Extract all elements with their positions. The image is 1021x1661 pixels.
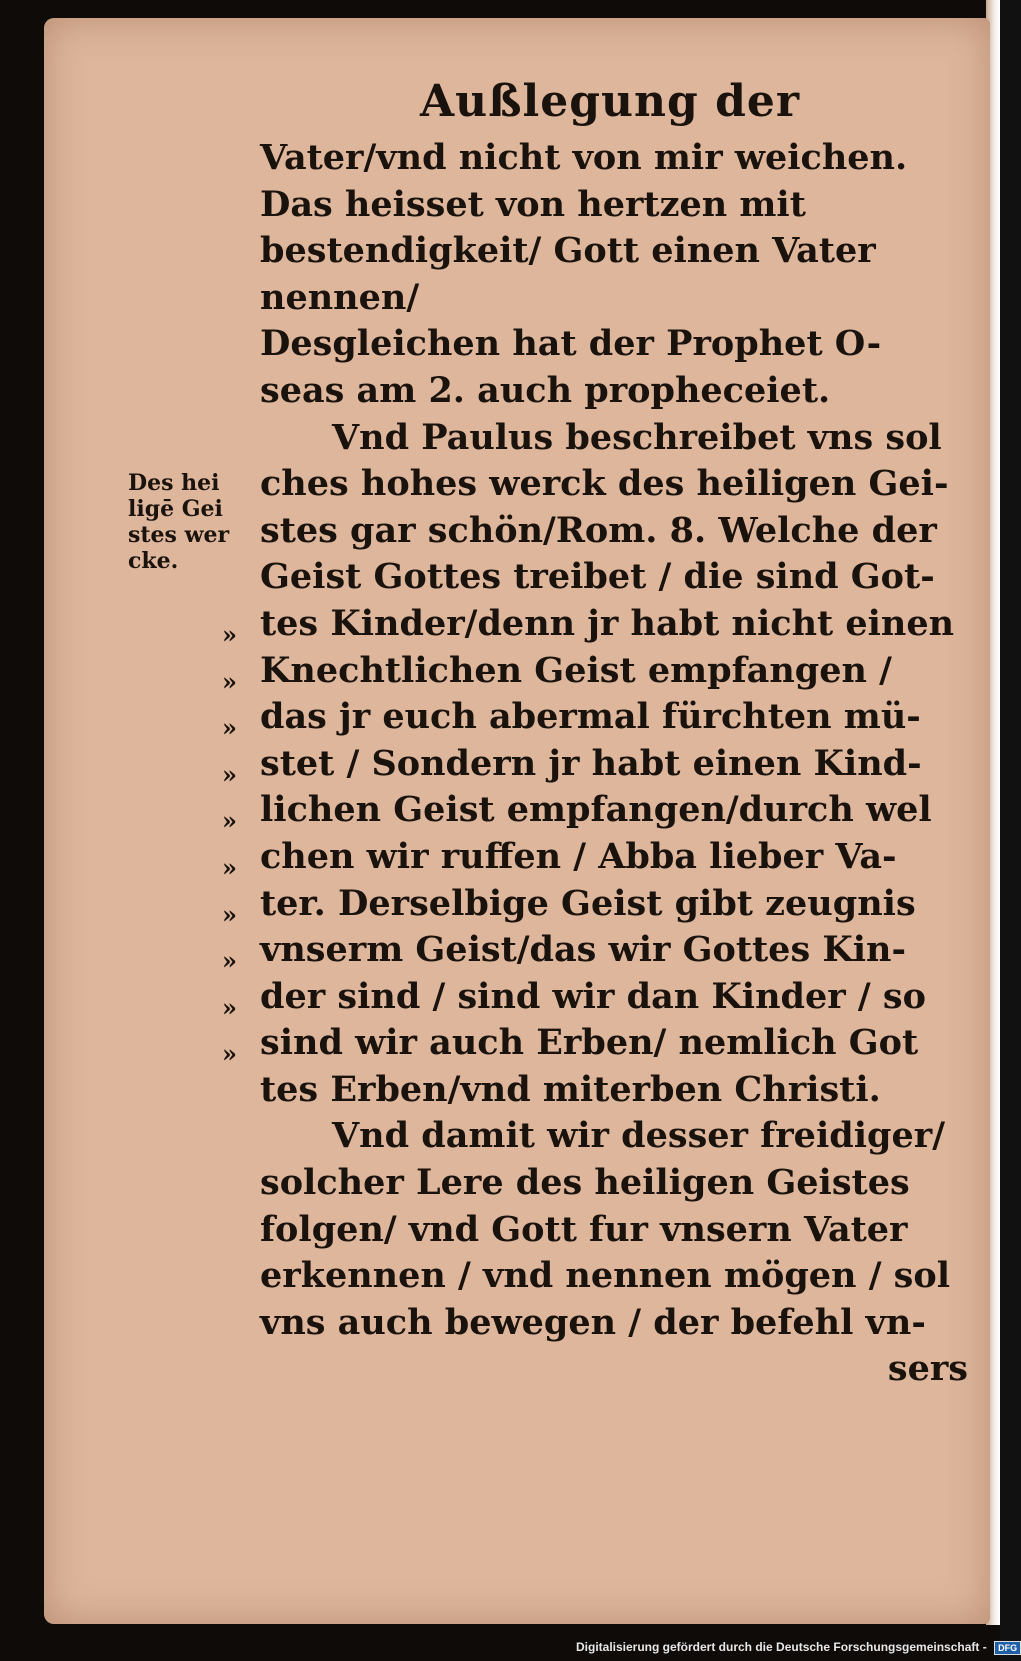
quote-mark: » bbox=[222, 806, 237, 836]
digitization-credit bbox=[576, 1640, 1021, 1655]
quote-mark: » bbox=[222, 852, 237, 882]
marginal-note-line: ligē Gei bbox=[128, 496, 223, 522]
text-line: stet / Sondern jr habt einen Kind- bbox=[260, 742, 922, 784]
dfg-logo: DFG bbox=[994, 1641, 1021, 1655]
text-line: stes gar schön/Rom. 8. Welche der bbox=[260, 509, 937, 551]
running-head: Außlegung der bbox=[420, 76, 801, 127]
text-line: sind wir auch Erben/ nemlich Got bbox=[260, 1022, 919, 1064]
text-line: seas am 2. auch propheceiet. bbox=[260, 369, 831, 411]
text-line: ches hohes werck des heiligen Gei- bbox=[260, 463, 949, 505]
text-line: das jr euch abermal fürchten mü- bbox=[260, 696, 921, 738]
text-line: Vnd damit wir desser freidiger/ bbox=[332, 1115, 945, 1157]
text-line: folgen/ vnd Gott fur vnsern Vater bbox=[260, 1208, 908, 1250]
quote-mark: » bbox=[222, 992, 237, 1022]
marginal-note bbox=[128, 470, 256, 574]
quote-mark: » bbox=[222, 946, 237, 976]
main-text-block bbox=[260, 135, 980, 1393]
marginal-note-line: cke. bbox=[128, 548, 179, 574]
text-line: tes Kinder/denn jr habt nicht einen bbox=[260, 602, 955, 644]
catchword: sers bbox=[887, 1348, 968, 1390]
text-line: Das heisset von hertzen mit bestendigkeit/ Gott einen Vater nennen/ bbox=[260, 183, 876, 318]
quote-mark: » bbox=[222, 713, 237, 743]
text-line: vnserm Geist/das wir Gottes Kin- bbox=[260, 929, 907, 971]
text-line: Vnd Paulus beschreibet vns sol bbox=[332, 416, 942, 458]
quote-mark: » bbox=[222, 620, 237, 649]
text-line: erkennen / vnd nennen mögen / sol bbox=[260, 1255, 951, 1297]
text-line: der sind / sind wir dan Kinder / so bbox=[260, 975, 926, 1017]
text-line: Desgleichen hat der Prophet O- bbox=[260, 323, 882, 365]
quote-mark: » bbox=[222, 666, 237, 696]
credit-text: Digitalisierung gefördert durch die Deutsche Forschungsgemeinschaft - bbox=[576, 1640, 987, 1654]
text-line: solcher Lere des heiligen Geistes bbox=[260, 1162, 910, 1204]
text-line: Vater/vnd nicht von mir weichen. bbox=[260, 137, 908, 178]
text-line: tes Erben/vnd miterben Christi. bbox=[260, 1068, 881, 1110]
quotation-marks-column bbox=[222, 612, 256, 1078]
quote-mark: » bbox=[222, 759, 237, 789]
text-line: Geist Gottes treibet / die sind Got- bbox=[260, 556, 935, 598]
marginal-note-line: Des hei bbox=[128, 470, 220, 496]
quote-mark: » bbox=[222, 1039, 237, 1069]
quote-mark: » bbox=[222, 899, 237, 929]
text-line: ter. Derselbige Geist gibt zeugnis bbox=[260, 882, 916, 924]
text-line: vns auch bewegen / der befehl vn- bbox=[260, 1301, 926, 1343]
text-line: lichen Geist empfangen/durch wel bbox=[260, 789, 932, 831]
marginal-note-line: stes wer bbox=[128, 522, 230, 548]
text-line: chen wir ruffen / Abba lieber Va- bbox=[260, 835, 897, 877]
text-line: Knechtlichen Geist empfangen / bbox=[260, 649, 892, 691]
